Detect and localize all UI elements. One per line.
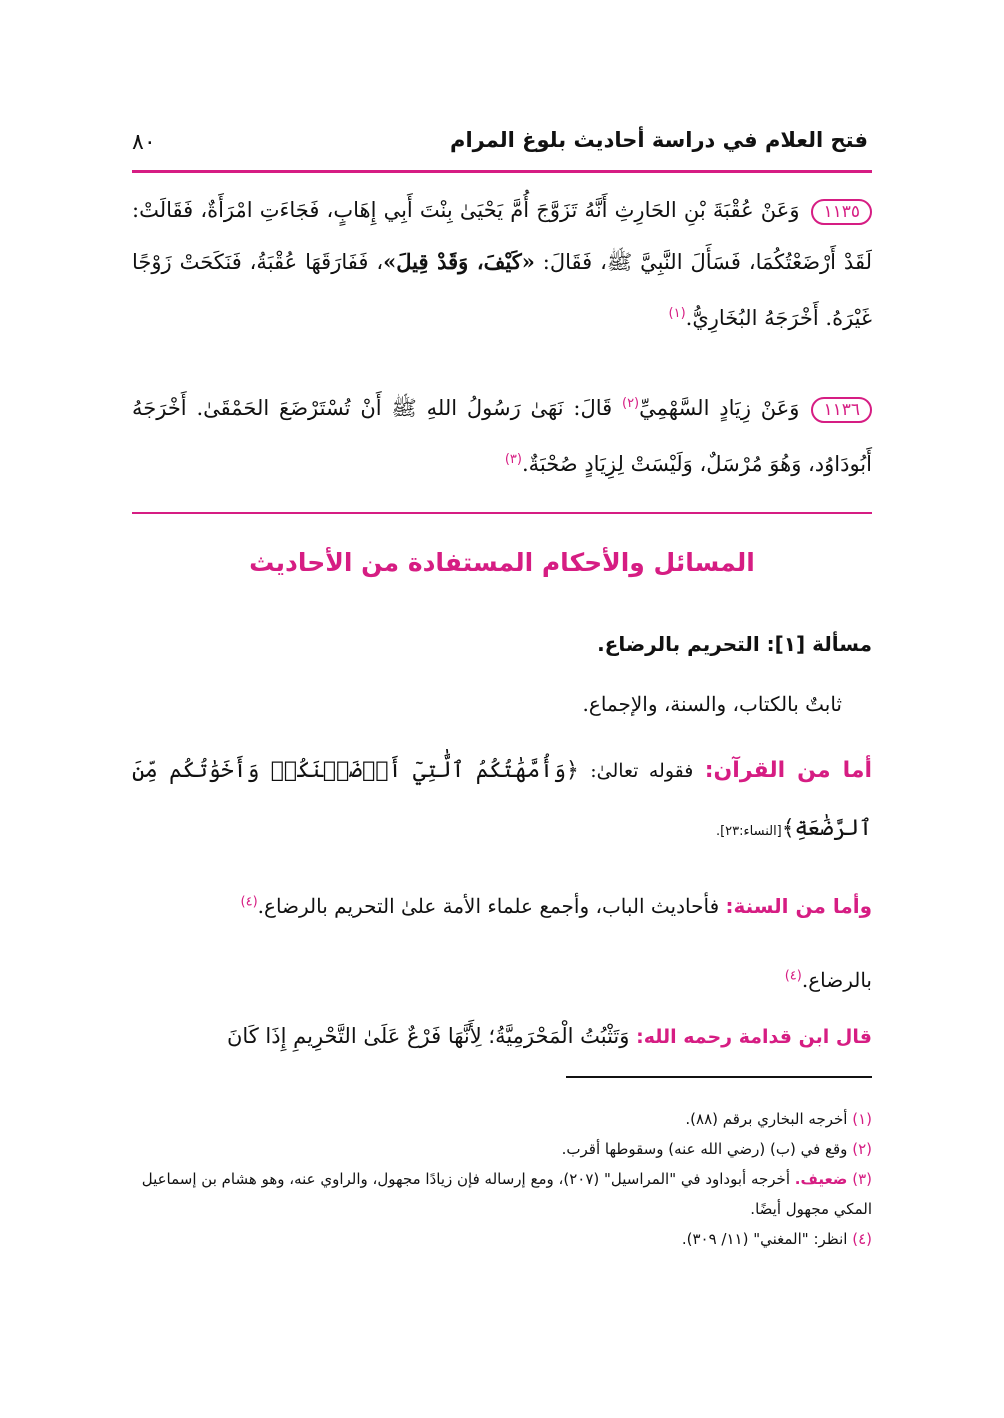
- masala-title: التحريم بالرضاع.: [597, 632, 760, 656]
- sunna-label: وأما من السنة:: [725, 894, 872, 918]
- hadith-1135: [132, 184, 872, 344]
- established-line: ثابتٌ بالكتاب، والسنة، والإجماع.: [582, 692, 842, 716]
- header-rule: [132, 170, 872, 173]
- footnote-2: (٢) وقع في (ب) (رضي الله عنه) وسقوطها أقرب.: [561, 1140, 872, 1158]
- hadith-number-badge: ١١٣٦: [811, 397, 872, 423]
- running-header-title: فتح العلام في دراسة أحاديث بلوغ المرام: [450, 128, 868, 152]
- masala-heading: [132, 632, 872, 656]
- quran-verse: ﴿وَأُمَّهَٰتُكُمُ ٱلَّٰتِيٓ أَرۡضَعۡنَكُمۡ وَأَخَوَٰتُكُم مِّنَ ٱلرَّضَٰعَةِ﴾: [132, 758, 872, 841]
- footnote-ref[interactable]: (٤): [784, 968, 802, 984]
- hadith-text: وَعَنْ زِيَادٍ السَّهْمِيِّ: [639, 396, 800, 420]
- hadith-text: وَعَنْ عُقْبَةَ بْنِ الحَارِثِ أَنَّهُ تَزَوَّجَ أُمَّ يَحْيَىٰ بِنْتَ أَبِي إِهَابٍ، فَجَاءَتِ امْرَأَةٌ، فَقَالَتْ: لَقَدْ أَرْضَعْتُكُمَا، فَسَأَلَ النَّبِيَّ ﷺ، فَقَالَ:: [132, 198, 872, 274]
- grading-label: ضعيف.: [794, 1170, 848, 1188]
- footnote-ref[interactable]: (٤): [240, 894, 258, 910]
- hadith-number-badge: ١١٣٥: [811, 199, 872, 225]
- hadith-text-continued: ، فَفَارَقَهَا عُقْبَةُ، فَنَكَحَتْ زَوْجًا غَيْرَهُ. أَخْرَجَهُ البُخَارِيُّ.: [132, 250, 872, 330]
- masala-label: مسألة [١]:: [766, 632, 872, 656]
- footnotes: [132, 1104, 872, 1254]
- sunna-text: فأحاديث الباب، وأجمع علماء الأمة علىٰ التحريم بالرضاع.: [257, 894, 720, 918]
- section-divider: [132, 512, 872, 514]
- hadith-text-continued: قَالَ: نَهَىٰ رَسُولُ اللهِ ﷺ أَنْ تُسْتَرْضَعَ الحَمْقَىٰ. أَخْرَجَهُ أَبُودَاوُد، وَهُوَ مُرْسَلٌ، وَلَيْسَتْ لِزِيَادٍ صُحْبَةٌ.: [132, 396, 872, 476]
- ibn-qudama-label: قال ابن قدامة رحمه الله:: [636, 1026, 872, 1048]
- footnote-1: (١) أخرجه البخاري برقم (٨٨).: [685, 1110, 872, 1128]
- ridaa-text: بالرضاع.: [801, 968, 872, 992]
- footnote-ref[interactable]: (٣): [504, 452, 522, 467]
- sunna-evidence: [132, 894, 872, 918]
- quran-label: أما من القرآن:: [704, 758, 872, 783]
- footnote-4: (٤) انظر: "المغني" (١١/ ٣٠٩).: [681, 1230, 872, 1248]
- footnote-3: (٣) ضعيف. أخرجه أبوداود في "المراسيل" (٢٠٧)، ومع إرساله فإن زيادًا مجهول، والراوي عنه، وهو هشام بن إسماعيل المكي مجهول أيضًا.: [141, 1170, 872, 1218]
- section-title: المسائل والأحكام المستفادة من الأحاديث: [249, 548, 755, 577]
- ibn-qudama-text: وَتَثْبُتُ الْمَحْرَمِيَّةُ؛ لِأَنَّهَا فَرْعٌ عَلَىٰ التَّحْرِيمِ إِذَا كَانَ: [226, 1024, 630, 1048]
- page-number: ٨٠: [132, 130, 156, 155]
- ibn-qudama-quote: [132, 1024, 872, 1048]
- quran-intro: فقوله تعالىٰ:: [590, 760, 694, 782]
- footnote-ref[interactable]: (٢): [621, 396, 640, 411]
- footnote-ref[interactable]: (١): [668, 306, 686, 321]
- footnote-rule: [566, 1076, 872, 1078]
- verse-reference: [النساء:٢٣].: [715, 824, 782, 839]
- ridaa-line: [132, 968, 872, 992]
- prophet-quote: «كَيْفَ، وَقَدْ قِيلَ»: [383, 249, 535, 274]
- hadith-1136: [132, 378, 872, 490]
- quran-evidence: [132, 742, 872, 861]
